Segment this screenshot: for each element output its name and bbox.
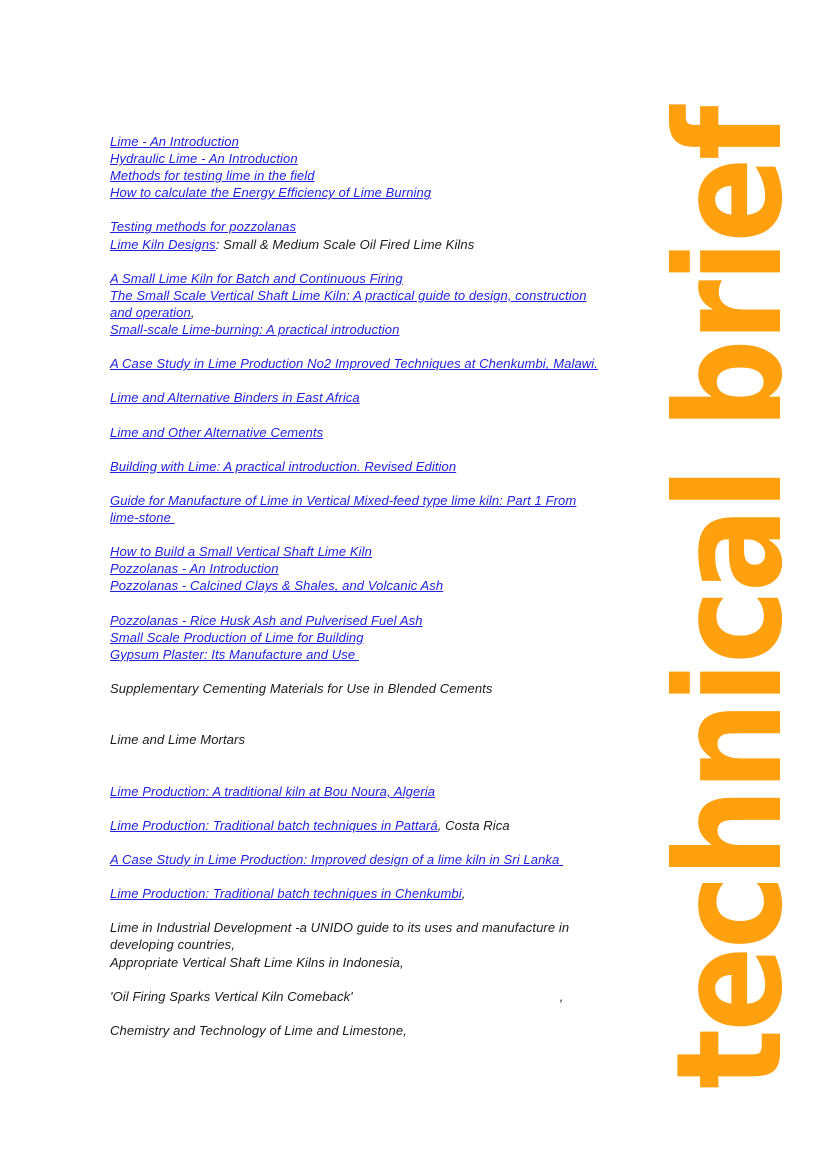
- doc-link[interactable]: Methods for testing lime in the field: [110, 168, 315, 184]
- doc-link[interactable]: A Case Study in Lime Production: Improved design of a lime kiln in Sri Lanka: [110, 851, 564, 867]
- doc-line: [110, 612, 650, 629]
- doc-line: [110, 321, 650, 338]
- doc-line: [110, 783, 650, 800]
- doc-line: [110, 1005, 650, 1022]
- doc-text: Lime in Industrial Development -a UNIDO guide to its uses and manufacture in: [110, 920, 570, 936]
- doc-line: [110, 748, 650, 765]
- doc-line: [110, 150, 650, 167]
- doc-line: [110, 458, 650, 475]
- doc-line: [110, 389, 650, 406]
- doc-line: [110, 304, 650, 321]
- doc-line: [110, 731, 650, 748]
- doc-link[interactable]: Small Scale Production of Lime for Building: [110, 629, 364, 645]
- doc-line: [110, 629, 650, 646]
- doc-link[interactable]: Lime Production: A traditional kiln at Bou Noura, Algeria: [110, 783, 436, 799]
- doc-link[interactable]: A Small Lime Kiln for Batch and Continuous Firing: [110, 270, 403, 286]
- doc-line: [110, 595, 650, 612]
- doc-line: [110, 338, 650, 355]
- doc-text: ,: [461, 886, 466, 902]
- doc-line: [110, 680, 650, 697]
- doc-link[interactable]: A Case Study in Lime Production No2 Improved Techniques at Chenkumbi, Malawi.: [110, 356, 598, 372]
- doc-line: [110, 817, 650, 834]
- doc-line: [110, 492, 650, 509]
- doc-text: ,: [190, 304, 195, 320]
- doc-link[interactable]: Guide for Manufacture of Lime in Vertical Mixed-feed type lime kiln: Part 1 From: [110, 492, 577, 508]
- doc-line: [110, 475, 650, 492]
- doc-link[interactable]: How to Build a Small Vertical Shaft Lime Kiln: [110, 544, 372, 560]
- doc-line: [110, 424, 650, 441]
- doc-link[interactable]: and operation: [110, 304, 191, 320]
- doc-line: [110, 936, 650, 953]
- doc-link[interactable]: Lime Kiln Designs: [110, 236, 216, 252]
- doc-line: [110, 851, 650, 868]
- doc-line: [110, 800, 650, 817]
- doc-text: Appropriate Vertical Shaft Lime Kilns in Indonesia,: [110, 954, 404, 970]
- doc-text: Lime and Lime Mortars: [110, 732, 246, 748]
- doc-link[interactable]: Lime - An Introduction: [110, 134, 239, 149]
- doc-text: developing countries,: [110, 937, 235, 953]
- doc-line: [110, 201, 650, 218]
- doc-link[interactable]: How to calculate the Energy Efficiency of Lime Burning: [110, 185, 432, 201]
- doc-text: Supplementary Cementing Materials for Use in Blended Cements: [110, 681, 493, 696]
- doc-line: [110, 1022, 650, 1039]
- doc-line: [110, 270, 650, 287]
- doc-line: [110, 919, 650, 936]
- doc-line: [110, 372, 650, 389]
- doc-link[interactable]: Hydraulic Lime - An Introduction: [110, 151, 298, 167]
- doc-line: [110, 253, 650, 270]
- technical-brief-banner: technical brief: [644, 108, 815, 1089]
- doc-line: [110, 543, 650, 560]
- doc-link[interactable]: Gypsum Plaster: Its Manufacture and Use: [110, 646, 359, 662]
- doc-link[interactable]: Small-scale Lime-burning: A practical introduction: [110, 322, 400, 338]
- doc-text: 'Oil Firing Sparks Vertical Kiln Comeback': [110, 988, 353, 1004]
- doc-line: [110, 697, 650, 714]
- doc-line: [110, 902, 650, 919]
- doc-link[interactable]: Lime and Other Alternative Cements: [110, 424, 324, 440]
- doc-text: ,: [559, 988, 564, 1004]
- doc-line: [110, 509, 650, 526]
- doc-link[interactable]: Lime and Alternative Binders in East Africa: [110, 390, 360, 406]
- doc-line: [110, 868, 650, 885]
- doc-text: , Costa Rica: [437, 817, 510, 833]
- doc-line: [110, 407, 650, 424]
- doc-line: [110, 988, 650, 1005]
- doc-line: [110, 954, 650, 971]
- doc-line: [110, 971, 650, 988]
- doc-link[interactable]: The Small Scale Vertical Shaft Lime Kiln: A practical guide to design, construction: [110, 287, 587, 303]
- doc-line: [110, 663, 650, 680]
- doc-line: [110, 236, 650, 253]
- doc-link[interactable]: Testing methods for pozzolanas: [110, 219, 297, 235]
- doc-link[interactable]: Building with Lime: A practical introduction. Revised Edition: [110, 458, 457, 474]
- doc-line: [110, 885, 650, 902]
- doc-link[interactable]: Lime Production: Traditional batch techniques in Chenkumbi: [110, 886, 462, 902]
- doc-line: [110, 355, 650, 372]
- doc-link[interactable]: Pozzolanas - Rice Husk Ash and Pulverised Fuel Ash: [110, 612, 423, 628]
- doc-line: [110, 287, 650, 304]
- doc-line: [110, 765, 650, 782]
- doc-link[interactable]: Lime Production: Traditional batch techniques in Pattará: [110, 817, 438, 833]
- doc-text: : Small & Medium Scale Oil Fired Lime Kilns: [215, 236, 475, 252]
- doc-line: [110, 577, 650, 594]
- doc-link[interactable]: Pozzolanas - Calcined Clays & Shales, and Volcanic Ash: [110, 578, 444, 594]
- doc-line: [110, 441, 650, 458]
- doc-text: Chemistry and Technology of Lime and Limestone,: [110, 1022, 407, 1038]
- doc-line: [110, 560, 650, 577]
- doc-line: [110, 646, 650, 663]
- doc-link[interactable]: lime-stone: [110, 510, 175, 526]
- doc-line: [110, 167, 650, 184]
- doc-line: [110, 133, 650, 150]
- doc-link[interactable]: Pozzolanas - An Introduction: [110, 561, 279, 577]
- doc-line: [110, 714, 650, 731]
- doc-line: [110, 834, 650, 851]
- document-lines: [110, 133, 650, 1039]
- doc-line: [110, 526, 650, 543]
- doc-line: [110, 218, 650, 235]
- doc-line: [110, 184, 650, 201]
